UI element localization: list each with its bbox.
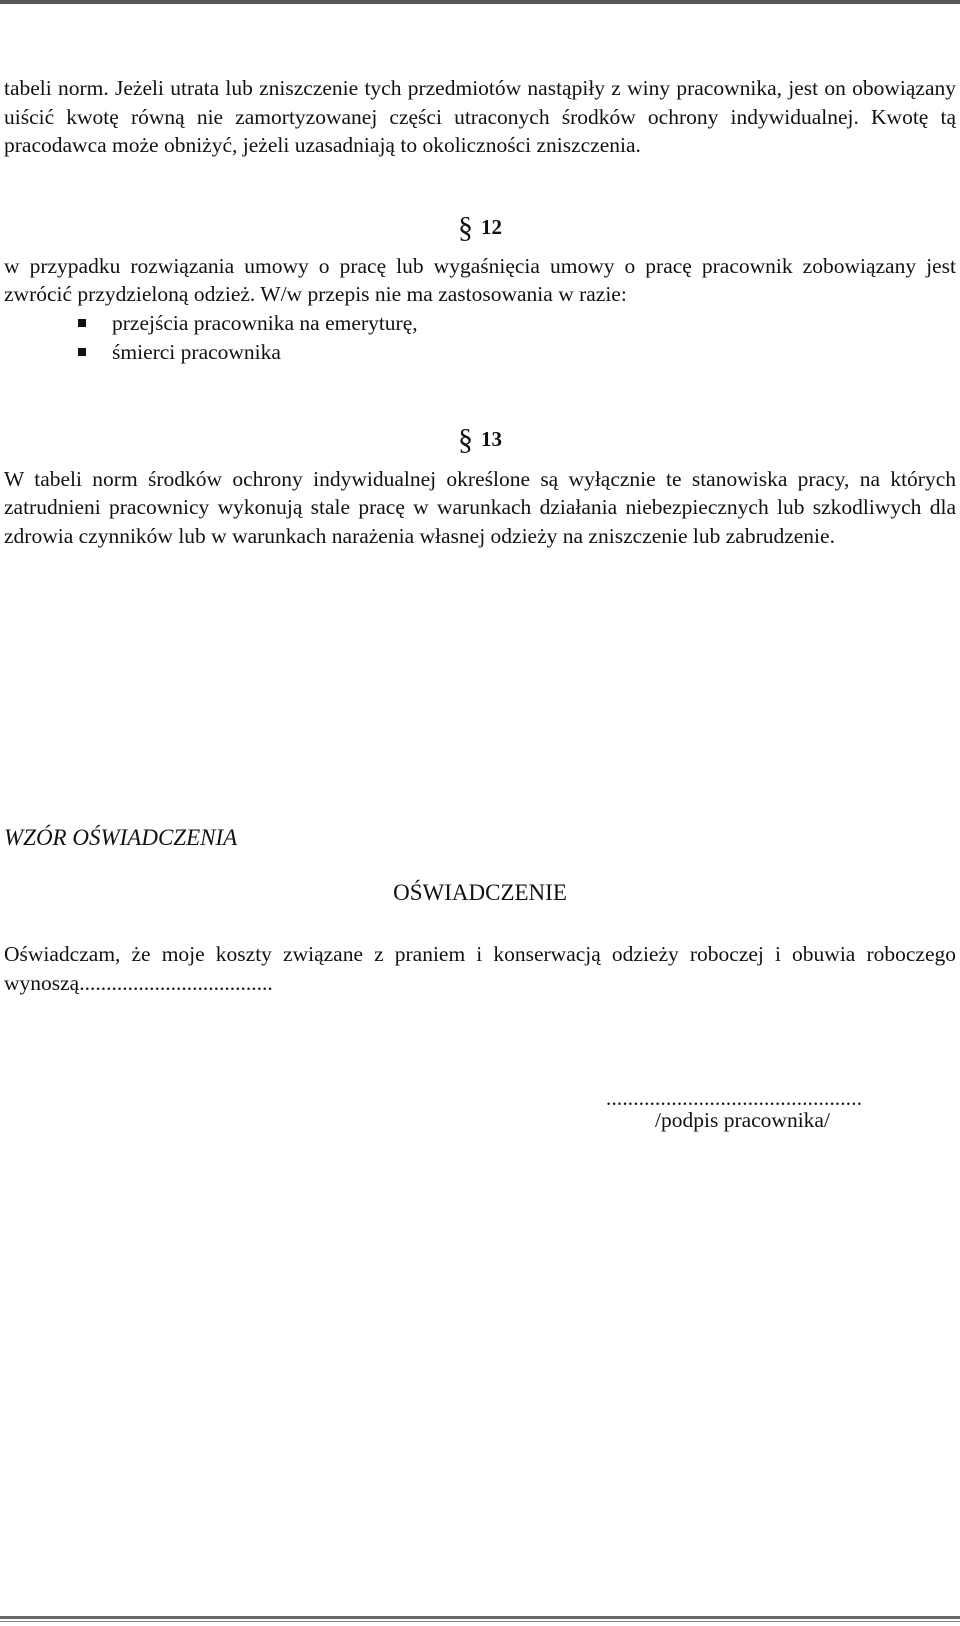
signature-line: ............................................... <box>606 1086 863 1110</box>
section-heading-13 <box>4 419 956 459</box>
section-12-text: w przypadku rozwiązania umowy o pracę lub wygaśnięcia umowy o pracę pracownik zobowiązany jest zwrócić przydzieloną odzież. W/w przepis nie ma zastosowania w razie: <box>4 253 956 306</box>
bottom-rule <box>0 1616 960 1619</box>
document-body <box>4 74 956 550</box>
section-12-bullet-list <box>4 309 956 367</box>
section-symbol: § <box>458 422 473 456</box>
template-title: WZÓR OŚWIADCZENIA <box>4 825 238 850</box>
paragraph-continuation: tabeli norm. Jeżeli utrata lub zniszczenie tych przedmiotów nastąpiły z winy pracownika, jest on obowiązany uiścić kwotę równą nie zamortyzowanej części utraconych środków ochrony indywidualnej. Kwotę tą pracodawca może obniżyć, jeżeli uzasadniają to okoliczności zniszczenia. <box>4 76 956 157</box>
declaration-text: Oświadczam, że moje koszty związane z praniem i konserwacją odzieży roboczej i obuwia roboczego wynoszą.................................... <box>4 942 956 995</box>
section-symbol: § <box>458 210 473 244</box>
section-13-text: W tabeli norm środków ochrony indywidualnej określone są wyłącznie te stanowiska pracy, na których zatrudnieni pracownicy wykonują stale pracę w warunkach działania niebezpiecznych lub szkodliwych dla zdrowia czynników lub w warunkach narażenia własnej odzieży na zniszczenie lub zabrudzenie. <box>4 466 956 548</box>
list-item: śmierci pracownika <box>78 338 956 367</box>
section-heading-12 <box>4 207 956 247</box>
list-item: przejścia pracownika na emeryturę, <box>78 309 956 338</box>
bottom-rule-thin <box>0 1621 960 1622</box>
signature-label: /podpis pracownika/ <box>655 1108 830 1132</box>
bullet-icon <box>78 319 86 327</box>
section-number: 13 <box>481 426 502 451</box>
declaration-title: OŚWIADCZENIE <box>393 880 567 905</box>
section-number: 12 <box>481 214 502 239</box>
bullet-icon <box>78 348 86 356</box>
top-rule <box>0 0 960 4</box>
